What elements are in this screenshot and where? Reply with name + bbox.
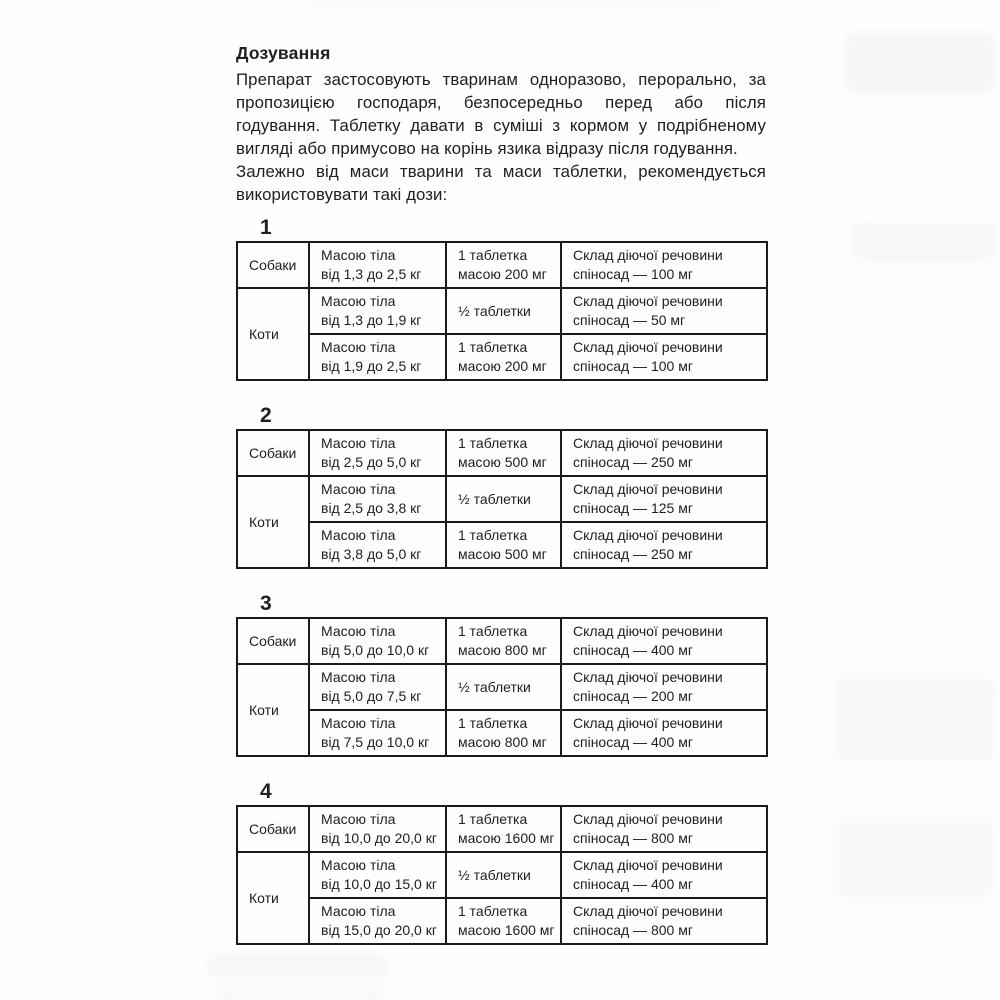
cell-line: 1 таблетка (458, 527, 528, 543)
cell-line: спіносад — 400 мг (573, 642, 693, 658)
cell-line: Масою тіла (321, 811, 396, 827)
active-substance-cell (561, 334, 767, 380)
cell-line: від 15,0 до 20,0 кг (321, 922, 437, 938)
body-mass-cell (309, 242, 446, 288)
scan-smudge (212, 990, 387, 998)
cell-line: масою 1600 мг (458, 830, 555, 846)
active-substance-cell (561, 288, 767, 334)
cell-line: Масою тіла (321, 669, 396, 685)
cell-line: масою 1600 мг (458, 922, 555, 938)
cell-line: спіносад — 200 мг (573, 688, 693, 704)
animal-cell: Собаки (237, 242, 309, 288)
dose-table-block-3 (236, 591, 766, 757)
cell-line: масою 500 мг (458, 546, 547, 562)
section-heading: Дозування (236, 43, 331, 63)
tablet-dose-cell (446, 710, 561, 756)
body-mass-cell (309, 898, 446, 944)
active-substance-cell (561, 664, 767, 710)
dose-table-block-4 (236, 779, 766, 945)
animal-cell: Собаки (237, 806, 309, 852)
scan-smudge (835, 676, 995, 762)
cell-line: від 7,5 до 10,0 кг (321, 734, 430, 750)
active-substance-cell (561, 430, 767, 476)
cell-line: 1 таблетка (458, 811, 528, 827)
active-substance-cell (561, 898, 767, 944)
cell-line: Склад діючої речовини (573, 247, 723, 263)
cell-line: ½ таблетки (458, 490, 531, 507)
animal-cell: Собаки (237, 430, 309, 476)
cell-line: масою 800 мг (458, 642, 547, 658)
body-mass-cell (309, 430, 446, 476)
cell-line: масою 200 мг (458, 266, 547, 282)
cell-line: від 2,5 до 3,8 кг (321, 500, 422, 516)
cell-line: спіносад — 50 мг (573, 312, 686, 328)
table-row (237, 288, 767, 334)
cell-line: Склад діючої речовини (573, 857, 723, 873)
active-substance-cell (561, 476, 767, 522)
cell-line: Склад діючої речовини (573, 435, 723, 451)
cell-line: спіносад — 400 мг (573, 734, 693, 750)
tablet-dose-cell (446, 476, 561, 522)
cell-line: масою 200 мг (458, 358, 547, 374)
tablet-dose-cell (446, 664, 561, 710)
active-substance-cell (561, 242, 767, 288)
cell-line: спіносад — 250 мг (573, 546, 693, 562)
table-number: 1 (260, 216, 272, 239)
cell-line: Склад діючої речовини (573, 669, 723, 685)
cell-line: Склад діючої речовини (573, 339, 723, 355)
document-content (236, 43, 766, 967)
scan-smudge (300, 0, 730, 10)
cell-line: масою 500 мг (458, 454, 547, 470)
cell-line: 1 таблетка (458, 715, 528, 731)
cell-line: спіносад — 800 мг (573, 922, 693, 938)
dose-table-block-2 (236, 403, 766, 569)
cell-line: ½ таблетки (458, 302, 531, 319)
table-row (237, 334, 767, 380)
cell-line: від 2,5 до 5,0 кг (321, 454, 422, 470)
cell-line: від 1,3 до 2,5 кг (321, 266, 422, 282)
table-number: 3 (260, 592, 272, 615)
body-mass-cell (309, 710, 446, 756)
table-row (237, 710, 767, 756)
cell-line: спіносад — 800 мг (573, 830, 693, 846)
cell-line: Масою тіла (321, 527, 396, 543)
tablet-dose-cell (446, 898, 561, 944)
table-row (237, 242, 767, 288)
cell-line: спіносад — 100 мг (573, 358, 693, 374)
animal-cell: Коти (237, 476, 309, 568)
cell-line: Склад діючої речовини (573, 481, 723, 497)
paragraph-dosing-intro: Залежно від маси тварини та маси таблетки, рекомендується використовувати такі дози: (236, 162, 766, 204)
tablet-dose-cell (446, 522, 561, 568)
body-mass-cell (309, 334, 446, 380)
active-substance-cell (561, 522, 767, 568)
cell-line: масою 800 мг (458, 734, 547, 750)
cell-line: Масою тіла (321, 339, 396, 355)
body-mass-cell (309, 618, 446, 664)
body-mass-cell (309, 852, 446, 898)
animal-cell: Собаки (237, 618, 309, 664)
cell-line: спіносад — 100 мг (573, 266, 693, 282)
paragraph-administration: Препарат застосовують тваринам одноразово, перорально, за пропозицією господаря, безпосередньо перед або після годування. Таблетку давати в суміші з кормом у подрібненому вигляді або примусово на корінь язика відразу після годування. (236, 70, 766, 158)
cell-line: 1 таблетка (458, 623, 528, 639)
dose-table-block-1 (236, 215, 766, 381)
table-number: 4 (260, 780, 272, 803)
body-mass-cell (309, 476, 446, 522)
cell-line: Масою тіла (321, 903, 396, 919)
cell-line: Масою тіла (321, 481, 396, 497)
body-mass-cell (309, 806, 446, 852)
cell-line: спіносад — 250 мг (573, 454, 693, 470)
cell-line: Склад діючої речовини (573, 623, 723, 639)
body-mass-cell (309, 288, 446, 334)
active-substance-cell (561, 852, 767, 898)
active-substance-cell (561, 806, 767, 852)
dose-table (236, 241, 768, 381)
table-row (237, 476, 767, 522)
cell-line: 1 таблетка (458, 903, 528, 919)
tablet-dose-cell (446, 334, 561, 380)
cell-line: від 10,0 до 20,0 кг (321, 830, 437, 846)
cell-line: Склад діючої речовини (573, 527, 723, 543)
cell-line: Склад діючої речовини (573, 903, 723, 919)
cell-line: Масою тіла (321, 857, 396, 873)
cell-line: Склад діючої речовини (573, 811, 723, 827)
tablet-dose-cell (446, 242, 561, 288)
tablet-dose-cell (446, 430, 561, 476)
cell-line: 1 таблетка (458, 247, 528, 263)
table-row (237, 618, 767, 664)
tablet-dose-cell (446, 288, 561, 334)
table-number: 2 (260, 404, 272, 427)
scan-smudge (833, 818, 995, 900)
cell-line: 1 таблетка (458, 435, 528, 451)
cell-line: від 10,0 до 15,0 кг (321, 876, 437, 892)
animal-cell: Коти (237, 664, 309, 756)
cell-line: Масою тіла (321, 293, 396, 309)
cell-line: спіносад — 125 мг (573, 500, 693, 516)
table-row (237, 852, 767, 898)
cell-line: Склад діючої речовини (573, 293, 723, 309)
cell-line: від 5,0 до 10,0 кг (321, 642, 430, 658)
animal-cell: Коти (237, 288, 309, 380)
active-substance-cell (561, 618, 767, 664)
dose-table (236, 429, 768, 569)
cell-line: Масою тіла (321, 623, 396, 639)
animal-cell: Коти (237, 852, 309, 944)
body-mass-cell (309, 522, 446, 568)
dose-table (236, 617, 768, 757)
cell-line: ½ таблетки (458, 866, 531, 883)
dose-table (236, 805, 768, 945)
tablet-dose-cell (446, 806, 561, 852)
table-row (237, 898, 767, 944)
cell-line: Масою тіла (321, 715, 396, 731)
cell-line: ½ таблетки (458, 678, 531, 695)
cell-line: Склад діючої речовини (573, 715, 723, 731)
body-mass-cell (309, 664, 446, 710)
cell-line: від 5,0 до 7,5 кг (321, 688, 422, 704)
cell-line: Масою тіла (321, 435, 396, 451)
cell-line: від 3,8 до 5,0 кг (321, 546, 422, 562)
cell-line: 1 таблетка (458, 339, 528, 355)
tablet-dose-cell (446, 618, 561, 664)
table-row (237, 664, 767, 710)
cell-line: Масою тіла (321, 247, 396, 263)
scan-smudge (845, 32, 995, 94)
active-substance-cell (561, 710, 767, 756)
table-row (237, 522, 767, 568)
table-row (237, 430, 767, 476)
cell-line: від 1,3 до 1,9 кг (321, 312, 422, 328)
table-row (237, 806, 767, 852)
cell-line: спіносад — 400 мг (573, 876, 693, 892)
scan-smudge (852, 222, 997, 262)
cell-line: від 1,9 до 2,5 кг (321, 358, 422, 374)
tablet-dose-cell (446, 852, 561, 898)
dose-tables (236, 215, 766, 945)
